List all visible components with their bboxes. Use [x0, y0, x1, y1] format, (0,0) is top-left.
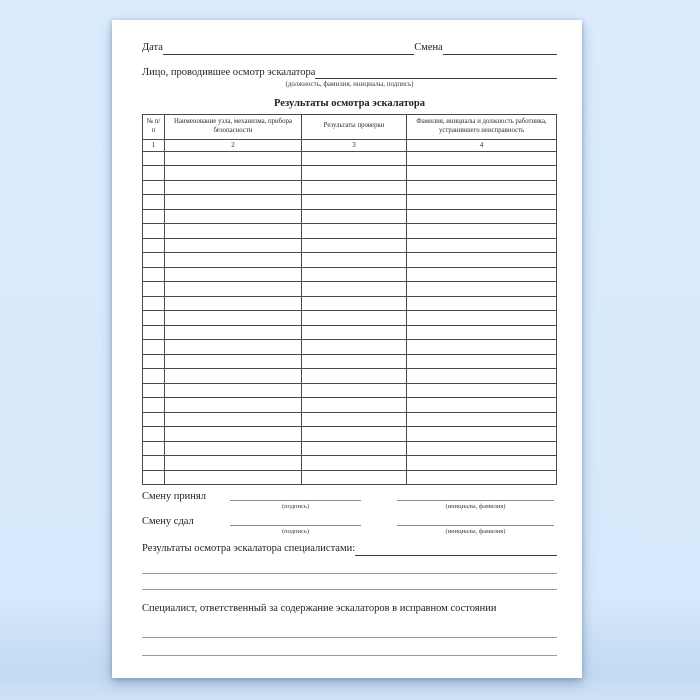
table-cell	[164, 441, 301, 456]
table-row	[143, 195, 557, 210]
table-row	[143, 340, 557, 355]
table-cell	[143, 412, 165, 427]
table-cell	[407, 325, 557, 340]
table-cell	[164, 253, 301, 268]
signature-blank-line	[230, 515, 361, 526]
table-cell	[407, 209, 557, 224]
table-cell	[164, 369, 301, 384]
table-cell	[143, 209, 165, 224]
table-row	[143, 311, 557, 326]
table-cell	[407, 369, 557, 384]
table-cell	[407, 166, 557, 181]
initials-block	[397, 490, 554, 510]
table-cell	[301, 151, 406, 166]
table-cell	[143, 253, 165, 268]
shift-blank-line	[443, 43, 557, 55]
table-row	[143, 253, 557, 268]
shift-accepted-row	[142, 490, 557, 510]
table-cell	[143, 195, 165, 210]
shift-label: Смена	[414, 42, 443, 53]
table-cell	[164, 325, 301, 340]
table-cell	[164, 151, 301, 166]
table-cell	[407, 427, 557, 442]
date-label: Дата	[142, 42, 163, 53]
inspector-hint: (должность, фамилия, инициалы, подпись)	[285, 80, 414, 89]
table-cell	[407, 311, 557, 326]
table-row	[143, 238, 557, 253]
table-cell	[164, 267, 301, 282]
specialists-blank-line	[355, 544, 557, 556]
initials-blank-line	[397, 490, 554, 501]
table-row	[143, 470, 557, 485]
table-cell	[143, 383, 165, 398]
column-number: 3	[301, 139, 406, 151]
date-shift-row	[142, 42, 557, 55]
initials-hint: (инициалы, фамилия)	[445, 528, 506, 536]
shift-handed-label: Смену сдал	[142, 516, 194, 528]
table-cell	[164, 209, 301, 224]
specialists-row	[142, 543, 557, 556]
shift-handed-row	[142, 515, 557, 535]
column-header-worker: Фамилия, инициалы и должность работника, устранившего неисправность	[407, 114, 557, 139]
table-cell	[164, 238, 301, 253]
table-cell	[407, 441, 557, 456]
table-cell	[143, 456, 165, 471]
table-row	[143, 441, 557, 456]
table-cell	[164, 383, 301, 398]
table-row	[143, 180, 557, 195]
specialists-label: Результаты осмотра эскалатора специалистами:	[142, 543, 356, 555]
table-cell	[143, 354, 165, 369]
table-cell	[301, 180, 406, 195]
table-row	[143, 325, 557, 340]
table-cell	[301, 369, 406, 384]
date-blank-line	[163, 43, 414, 55]
table-cell	[301, 166, 406, 181]
inspector-blank-line	[315, 67, 557, 79]
blank-ruled-line	[142, 655, 557, 656]
table-cell	[301, 412, 406, 427]
table-cell	[301, 470, 406, 485]
table-row	[143, 267, 557, 282]
table-cell	[164, 340, 301, 355]
table-row	[143, 209, 557, 224]
table-cell	[143, 340, 165, 355]
table-row	[143, 296, 557, 311]
table-cell	[164, 282, 301, 297]
table-cell	[407, 253, 557, 268]
table-row	[143, 456, 557, 471]
inspector-label: Лицо, проводившее осмотр эскалатора	[142, 66, 316, 78]
table-cell	[143, 180, 165, 195]
table-cell	[164, 354, 301, 369]
table-cell	[301, 224, 406, 239]
blank-ruled-line	[142, 573, 557, 574]
table-cell	[143, 267, 165, 282]
table-cell	[301, 209, 406, 224]
table-cell	[301, 325, 406, 340]
table-column-number-row	[143, 139, 557, 151]
table-row	[143, 383, 557, 398]
table-cell	[407, 412, 557, 427]
table-cell	[301, 238, 406, 253]
initials-block	[397, 515, 554, 535]
table-cell	[407, 383, 557, 398]
table-cell	[301, 383, 406, 398]
table-cell	[164, 311, 301, 326]
column-header-check-results: Результаты проверки	[301, 114, 406, 139]
responsible-label: Специалист, ответственный за содержание эскалаторов в исправном состоянии	[142, 602, 497, 614]
table-cell	[407, 267, 557, 282]
table-row	[143, 412, 557, 427]
table-cell	[164, 180, 301, 195]
table-cell	[164, 427, 301, 442]
table-cell	[143, 166, 165, 181]
column-number: 2	[164, 139, 301, 151]
table-cell	[143, 325, 165, 340]
table-cell	[164, 224, 301, 239]
table-cell	[407, 282, 557, 297]
table-cell	[407, 195, 557, 210]
table-cell	[164, 456, 301, 471]
table-cell	[301, 253, 406, 268]
table-row	[143, 369, 557, 384]
table-cell	[164, 166, 301, 181]
table-cell	[143, 282, 165, 297]
table-cell	[407, 470, 557, 485]
page-title: Результаты осмотра эскалатора	[274, 97, 425, 109]
shift-accepted-label: Смену принял	[142, 491, 206, 503]
table-cell	[143, 296, 165, 311]
signature-block	[230, 515, 361, 535]
table-cell	[301, 456, 406, 471]
table-cell	[164, 470, 301, 485]
table-cell	[143, 470, 165, 485]
table-cell	[301, 311, 406, 326]
initials-hint: (инициалы, фамилия)	[445, 503, 506, 511]
table-cell	[164, 412, 301, 427]
table-row	[143, 354, 557, 369]
table-row	[143, 166, 557, 181]
table-cell	[407, 456, 557, 471]
table-cell	[164, 398, 301, 413]
blank-ruled-line	[142, 589, 557, 590]
table-cell	[301, 354, 406, 369]
table-cell	[164, 296, 301, 311]
signature-blank-line	[230, 490, 361, 501]
table-cell	[407, 224, 557, 239]
form-page	[112, 20, 582, 678]
table-cell	[143, 398, 165, 413]
signature-block	[230, 490, 361, 510]
table-cell	[143, 369, 165, 384]
table-cell	[143, 224, 165, 239]
table-row	[143, 398, 557, 413]
table-cell	[407, 296, 557, 311]
table-cell	[407, 180, 557, 195]
table-cell	[407, 398, 557, 413]
column-number: 4	[407, 139, 557, 151]
table-cell	[301, 441, 406, 456]
table-cell	[407, 151, 557, 166]
table-cell	[301, 340, 406, 355]
table-cell	[164, 195, 301, 210]
table-row	[143, 224, 557, 239]
signature-hint: (подпись)	[282, 503, 309, 511]
table-cell	[407, 354, 557, 369]
table-cell	[301, 296, 406, 311]
table-row	[143, 282, 557, 297]
column-header-number: № п/п	[143, 114, 165, 139]
column-number: 1	[143, 139, 165, 151]
table-cell	[301, 195, 406, 210]
table-cell	[143, 151, 165, 166]
table-cell	[143, 238, 165, 253]
table-cell	[143, 311, 165, 326]
table-cell	[301, 427, 406, 442]
column-header-unit-name: Наименование узла, механизма, прибора безопасности	[164, 114, 301, 139]
results-table	[142, 114, 557, 485]
table-cell	[301, 398, 406, 413]
blank-ruled-line	[142, 637, 557, 638]
signature-hint: (подпись)	[282, 528, 309, 536]
table-cell	[407, 340, 557, 355]
table-cell	[143, 441, 165, 456]
table-row	[143, 151, 557, 166]
table-body	[143, 151, 557, 485]
table-cell	[143, 427, 165, 442]
table-cell	[301, 282, 406, 297]
table-header-row	[143, 114, 557, 139]
table-cell	[301, 267, 406, 282]
initials-blank-line	[397, 515, 554, 526]
table-cell	[407, 238, 557, 253]
inspector-row	[142, 67, 557, 80]
table-row	[143, 427, 557, 442]
